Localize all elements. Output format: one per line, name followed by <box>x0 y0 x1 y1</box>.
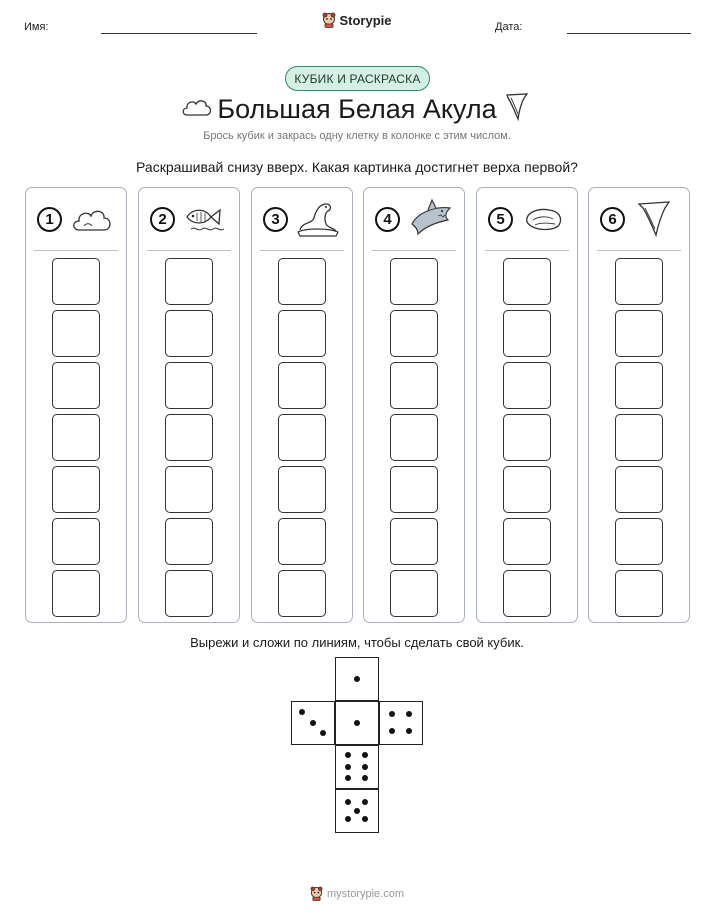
footer-url: mystorypie.com <box>326 887 405 900</box>
column-divider <box>372 250 456 251</box>
color-cell[interactable] <box>390 518 438 565</box>
color-cell[interactable] <box>52 414 100 461</box>
column-divider <box>34 250 118 251</box>
die-pip <box>345 775 351 781</box>
color-cell[interactable] <box>390 466 438 513</box>
color-cell[interactable] <box>615 466 663 513</box>
color-cell[interactable] <box>165 362 213 409</box>
instruction: Раскрашивай снизу вверх. Какая картинка достигнет верха первой? <box>136 159 578 175</box>
column-divider <box>597 250 681 251</box>
die-pip <box>345 752 351 758</box>
die-pip <box>354 676 360 682</box>
die-pip <box>320 730 326 736</box>
die-pip <box>310 720 316 726</box>
column-2 <box>138 187 240 623</box>
color-cell[interactable] <box>503 570 551 617</box>
color-cell[interactable] <box>52 518 100 565</box>
color-cell[interactable] <box>615 258 663 305</box>
color-cell[interactable] <box>165 310 213 357</box>
die-pip <box>362 752 368 758</box>
activity-badge: КУБИК И РАСКРАСКА <box>285 66 430 91</box>
date-line[interactable] <box>567 33 691 34</box>
column-number: 4 <box>375 207 400 232</box>
color-cell[interactable] <box>390 310 438 357</box>
color-cell[interactable] <box>390 362 438 409</box>
die-pip <box>362 799 368 805</box>
color-cell[interactable] <box>615 362 663 409</box>
die-pip <box>362 816 368 822</box>
die-face-3 <box>291 701 335 745</box>
seal-icon <box>296 198 342 238</box>
color-cell[interactable] <box>165 570 213 617</box>
color-cell[interactable] <box>52 310 100 357</box>
cut-instruction: Вырежи и сложи по линиям, чтобы сделать свой кубик. <box>190 635 524 650</box>
die-pip <box>345 799 351 805</box>
column-divider <box>147 250 231 251</box>
color-cell[interactable] <box>278 570 326 617</box>
brand-logo <box>0 12 714 28</box>
color-cell[interactable] <box>278 362 326 409</box>
column-number: 1 <box>37 207 62 232</box>
die-face-4 <box>379 701 423 745</box>
die-face-1 <box>335 701 379 745</box>
color-cell[interactable] <box>390 258 438 305</box>
color-cell[interactable] <box>52 570 100 617</box>
die-pip <box>354 720 360 726</box>
column-5 <box>476 187 578 623</box>
die-pip <box>362 775 368 781</box>
column-1 <box>25 187 127 623</box>
column-divider <box>485 250 569 251</box>
die-pip <box>406 728 412 734</box>
column-number: 6 <box>600 207 625 232</box>
color-cell[interactable] <box>390 570 438 617</box>
footer <box>0 886 714 901</box>
color-cell[interactable] <box>503 414 551 461</box>
die-face-5 <box>335 789 379 833</box>
die-pip <box>389 711 395 717</box>
color-cell[interactable] <box>503 258 551 305</box>
color-cell[interactable] <box>278 310 326 357</box>
die-face-1 <box>335 657 379 701</box>
color-cell[interactable] <box>503 362 551 409</box>
color-cell[interactable] <box>278 518 326 565</box>
subtitle: Брось кубик и закрась одну клетку в колонке с этим числом. <box>203 130 511 142</box>
color-cell[interactable] <box>52 362 100 409</box>
color-cell[interactable] <box>390 414 438 461</box>
color-cell[interactable] <box>52 466 100 513</box>
die-pip <box>354 808 360 814</box>
color-cell[interactable] <box>615 310 663 357</box>
color-cell[interactable] <box>278 414 326 461</box>
name-label: Имя: <box>24 21 49 33</box>
color-cell[interactable] <box>615 518 663 565</box>
color-cell[interactable] <box>278 466 326 513</box>
fish-icon <box>183 202 229 236</box>
color-cell[interactable] <box>165 518 213 565</box>
die-pip <box>345 816 351 822</box>
die-pip <box>389 728 395 734</box>
column-3 <box>251 187 353 623</box>
brand-name: Storypie <box>339 12 392 28</box>
die-pip <box>406 711 412 717</box>
cloud-icon <box>70 202 116 236</box>
color-cell[interactable] <box>615 570 663 617</box>
color-cell[interactable] <box>278 258 326 305</box>
column-number: 2 <box>150 207 175 232</box>
color-cell[interactable] <box>503 466 551 513</box>
color-cell[interactable] <box>165 414 213 461</box>
page-title: Большая Белая Акула <box>217 94 497 124</box>
die-pip <box>299 709 305 715</box>
die-pip <box>362 764 368 770</box>
die-pip <box>345 764 351 770</box>
color-cell[interactable] <box>165 258 213 305</box>
color-cell[interactable] <box>615 414 663 461</box>
color-cell[interactable] <box>503 518 551 565</box>
color-cell[interactable] <box>52 258 100 305</box>
shark-icon <box>408 198 454 238</box>
rock-icon <box>521 202 567 236</box>
column-divider <box>260 250 344 251</box>
shark-tooth-icon <box>633 198 679 238</box>
name-line[interactable] <box>101 33 257 34</box>
die-face-6 <box>335 745 379 789</box>
color-cell[interactable] <box>165 466 213 513</box>
column-number: 3 <box>263 207 288 232</box>
column-6 <box>588 187 690 623</box>
storypie-mascot-icon <box>322 12 336 28</box>
column-4 <box>363 187 465 623</box>
title-shark-tooth-icon <box>505 92 529 122</box>
column-number: 5 <box>488 207 513 232</box>
storypie-mascot-icon <box>310 886 323 901</box>
date-label: Дата: <box>495 21 523 33</box>
color-cell[interactable] <box>503 310 551 357</box>
